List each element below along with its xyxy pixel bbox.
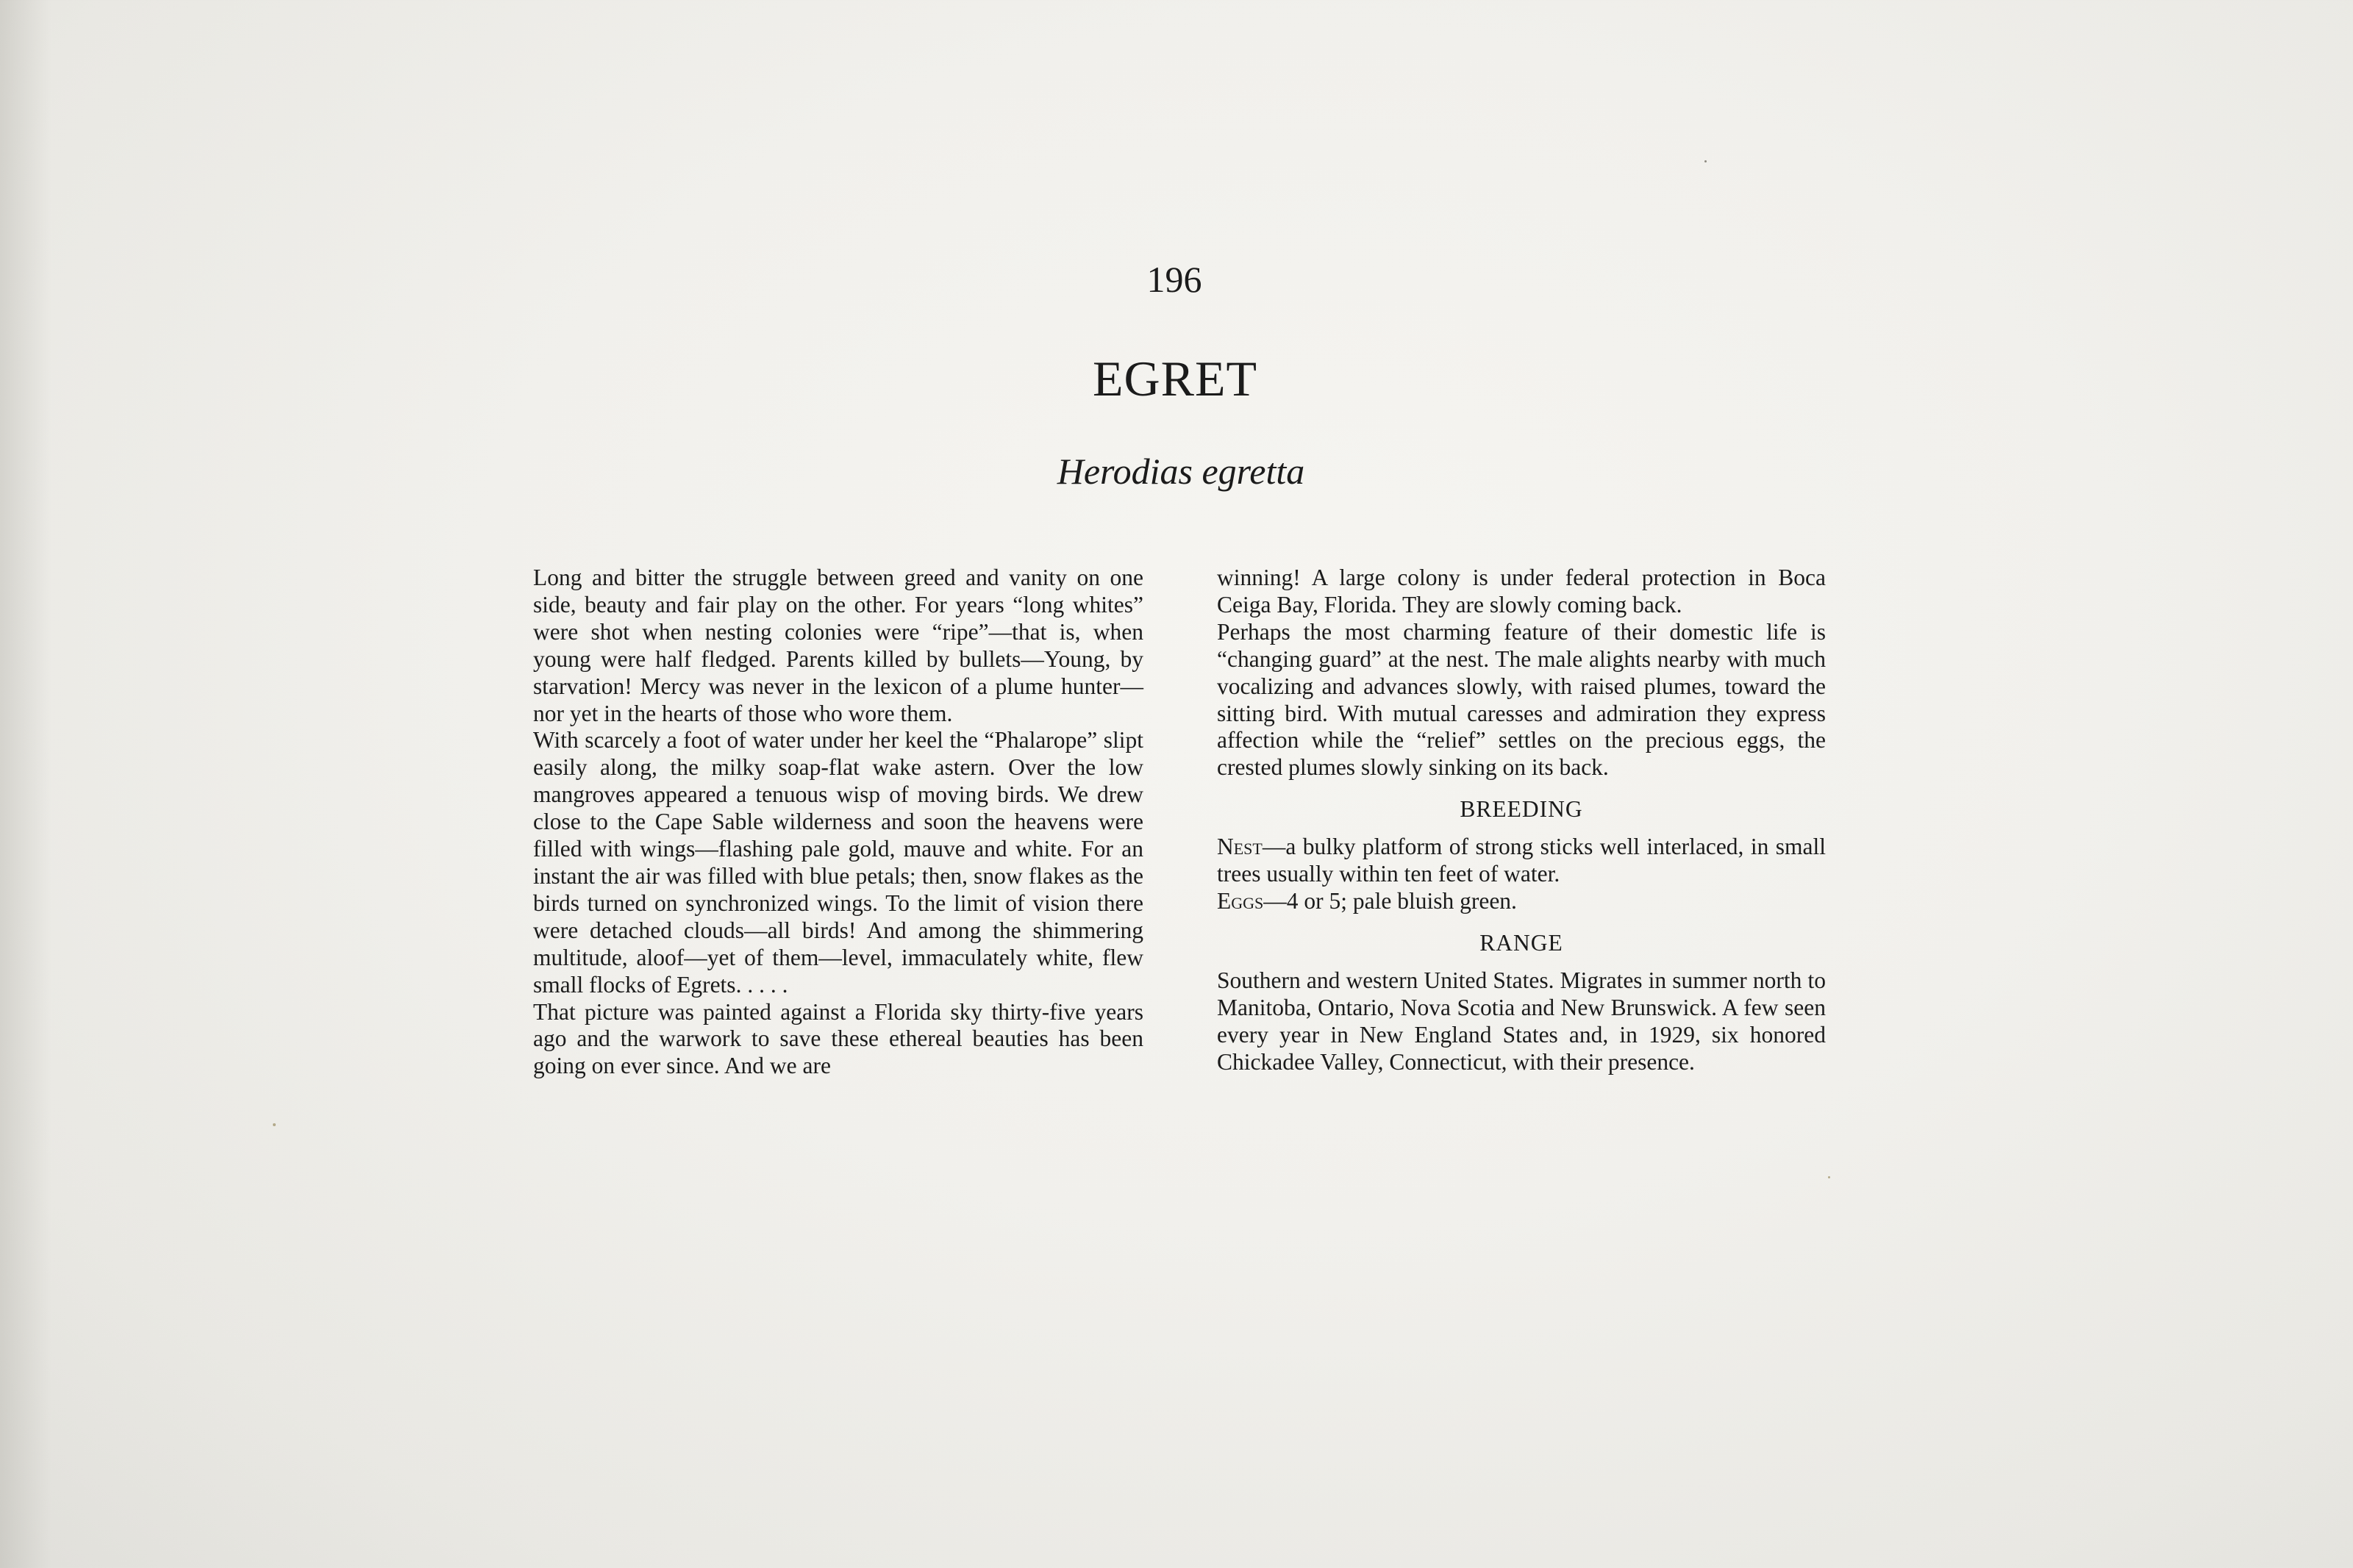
paper-speck: [1828, 1176, 1830, 1178]
paragraph-florida-sky: That picture was painted against a Florida sky thirty-five years ago and the warwork to save these ethereal beauties has been going on ever since. And we are: [533, 998, 1143, 1079]
page-title: EGRET: [1092, 351, 1258, 407]
scientific-name: Herodias egretta: [1057, 451, 1305, 492]
paragraph-winning: winning! A large colony is under federal protection in Boca Ceiga Bay, Florida. They are slowly coming back.: [1217, 565, 1826, 617]
page-edge-shadow: [0, 0, 51, 1568]
paragraph-struggle: Long and bitter the struggle between greed and vanity on one side, beauty and fair play on the other. For years “long whites” were shot when nesting colonies were “ripe”—that is, when young were half fledged. Parents killed by bullets—Young, by starvation! Mercy was never in the lexicon of a plume hunter—nor yet in the hearts of those who wore them.: [533, 565, 1143, 726]
eggs-text: —4 or 5; pale bluish green.: [1263, 887, 1517, 914]
breeding-heading: BREEDING: [1460, 796, 1583, 823]
eggs-label: Eggs: [1217, 887, 1264, 914]
range-heading: RANGE: [1479, 929, 1563, 956]
nest-text: —a bulky platform of strong sticks well interlaced, in small trees usually within ten feet of water.: [1217, 834, 1826, 887]
left-text-column: [533, 565, 1143, 1080]
paper-speck: [1704, 160, 1707, 162]
page-number: 196: [1146, 259, 1202, 300]
right-text-column: [1217, 565, 1826, 1075]
paper-speck: [273, 1123, 276, 1126]
range-text: Southern and western United States. Migrates in summer north to Manitoba, Ontario, Nova Scotia and New Brunswick. A few seen every year in New England States and, in 1929, six honored Chickadee Valley, Connecticut, with their presence.: [1217, 967, 1826, 1075]
breeding-nest: [1217, 834, 1826, 888]
breeding-eggs: [1217, 888, 1826, 915]
paragraph-phalarope: With scarcely a foot of water under her keel the “Phalarope” slipt easily along, the milky soap-flat wake astern. Over the low mangroves appeared a tenuous wisp of moving birds. We drew close to the Cape Sable wilderness and soon the heavens were filled with wings—flashing pale gold, mauve and white. For an instant the air was filled with blue petals; then, snow flakes as the birds turned on synchronized wings. To the limit of vision there were detached clouds—all birds! And among the shimmering multitude, aloof—yet of them—level, immaculately white, flew small flocks of Egrets. . . . .: [533, 727, 1143, 998]
paragraph-changing-guard: Perhaps the most charming feature of their domestic life is “changing guard” at the nest. The male alights nearby with much vocalizing and advances slowly, with raised plumes, toward the sitting bird. With mutual caresses and admiration they express affection while the “relief” settles on the precious eggs, the crested plumes slowly sinking on its back.: [1217, 618, 1826, 781]
nest-label: Nest: [1217, 834, 1263, 860]
